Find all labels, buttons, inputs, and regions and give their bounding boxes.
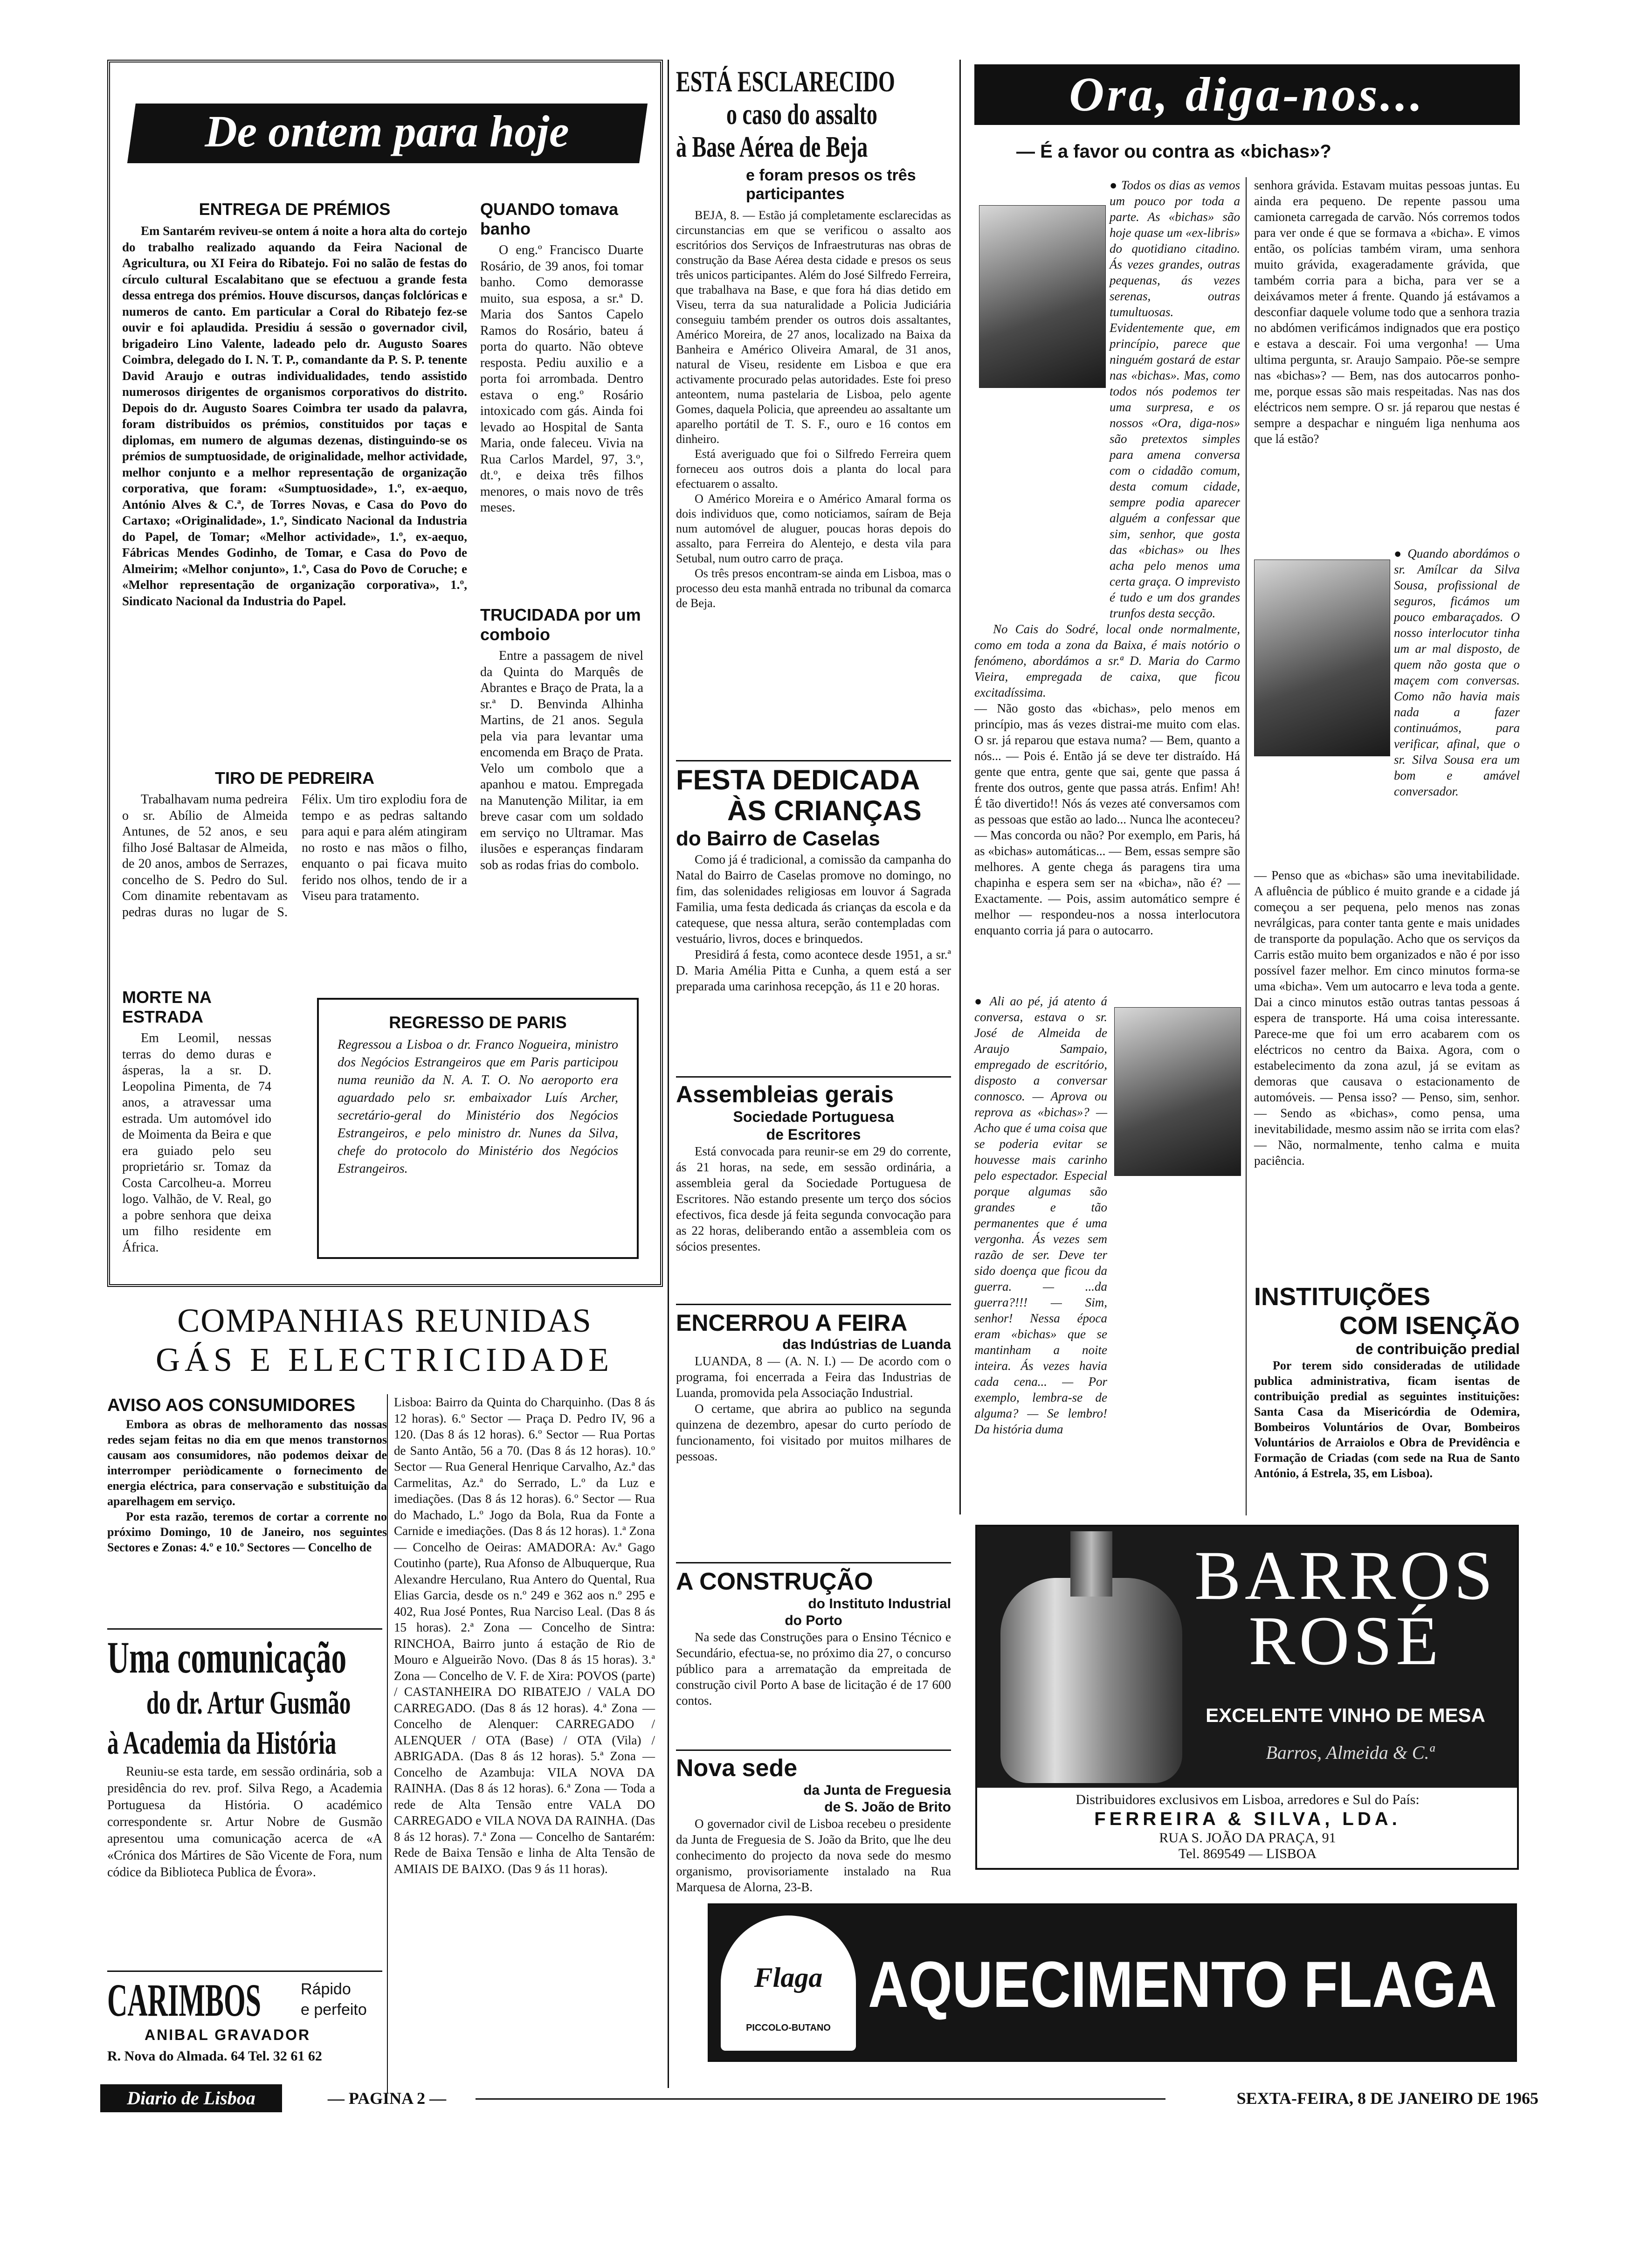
festa-title-1: FESTA DEDICADA xyxy=(676,764,920,795)
ora-title: Ora, diga-nos... xyxy=(1069,68,1425,121)
instituicoes-subtitle: de contribuição predial xyxy=(1355,1341,1520,1357)
barros-title-2: ROSÉ xyxy=(1248,1602,1442,1680)
beja-body-4: Os três presos encontram-se ainda em Lisboa, mas o processo deu esta manhã entrada no tribunal da comarca de Beja. xyxy=(676,567,951,610)
festa-body-1: Como já é tradicional, a comissão da campanha do Natal do Bairro de Caselas promove no domingo, no fim, das solenidades religiosas em louvor á Sagrada Familia, uma festa dedicada ás crianças da escola e da catequese, que nessa altura, serão contempladas com vestuário, livros, doces e brinquedos. xyxy=(676,852,951,946)
carimbos-address: R. Nova do Almada. 64 Tel. 32 61 62 xyxy=(107,2048,322,2064)
barros-ad xyxy=(975,1525,1519,1870)
tiro-section xyxy=(122,765,467,923)
beja-body-1: BEJA, 8. — Estão já completamente esclarecidas as circunstancias em que se verificou o assalto aos escritórios dos Serviços de Infraestruturas nas obras de construção da Base Aérea desta cidade e presos os seus três unicos participantes. Além do José Silfredo Ferreira, que trabalhava na Base, e que fora há dias detido em Viseu, terra da sua naturalidade a Policia Judiciária conseguiu também prender os outros dois assaltantes, Américo Moreira, de 27 anos, localizado na Baixa da Banheira e Américo Oliveira Amaral, de 31 anos, natural de Viseu, residente em Lisboa e que era activamente procurado pelas autoridades. Este foi preso anteontem, numa pastelaria de Lisboa, pelo agente Gomes, daquela Policia, que apreendeu ao assaltante um aparelho portátil de T. S. F., ouro e 16 contos em dinheiro. xyxy=(676,208,951,446)
festa-body-2: Presidirá á festa, como acontece desde 1951, a sr.ª D. Maria Amélia Pitta e Cunha, a quem está a ser preparada uma carinhosa recepção, ás 11 e 20 horas. xyxy=(676,947,951,993)
companhias-section xyxy=(107,1301,662,1379)
quando-heading: QUANDO tomava banho xyxy=(480,200,619,238)
companhias-body-2: Por esta razão, teremos de cortar a corrente no próximo Domingo, 10 de Janeiro, nos seguintes Sectores e Zonas: 4.º e 10.º Sectores — Concelho de xyxy=(107,1510,387,1554)
ora-inner-rule xyxy=(1246,177,1247,1515)
flaga-logo: Flaga xyxy=(754,1962,823,1993)
trucidada-heading: TRUCIDADA por um comboio xyxy=(480,605,641,644)
ora-col2-sousa-text: ● Quando abordámos o sr. Amílcar da Silva Sousa, profissional de seguros, ficámos um pouco embaraçados. O nosso interlocutor tinha um ar mal disposto, de quem não gosta que o maçem com conversas. Como não havia mais nada a fazer continuámos, para verificar, afinal, que o sr. Silva Sousa era um bom e amável conversador. xyxy=(1394,546,1520,798)
feira-rule xyxy=(676,1562,951,1563)
companhias-rule xyxy=(387,1394,388,2094)
photo-man-sampaio xyxy=(1114,1007,1241,1176)
carimbos-ad xyxy=(107,1974,387,2075)
instituicoes-title-2: COM ISENÇÃO xyxy=(1339,1312,1520,1340)
assembleias-subtitle-2: de Escritores xyxy=(766,1126,861,1143)
barros-signature: Barros, Almeida & C.ª xyxy=(1266,1742,1434,1763)
festa-rule xyxy=(676,1076,951,1078)
ora-col1-sampaio xyxy=(974,993,1107,1437)
feira-body-2: O certame, que abrira ao publico na segunda quinzena de dezembro, apesar do curto período de funcionamento, foi visitado por muitos milhares de pessoas. xyxy=(676,1402,951,1463)
barros-bottle xyxy=(1000,1578,1182,1783)
photo-priest-sousa xyxy=(1254,560,1390,756)
barros-company: FERREIRA & SILVA, LDA. xyxy=(1094,1809,1401,1829)
carimbos-name: ANIBAL GRAVADOR xyxy=(145,2026,311,2043)
ora-col2-end xyxy=(1254,867,1520,1169)
ora-col1-cais: No Cais do Sodré, local onde normalmente, como em toda a zona da Baixa, é mais notório o fenómeno, abordámos a sr.ª D. Maria do Carmo Vieira, empregada de caixa, que ficou excitadíssima. xyxy=(974,622,1240,699)
ora-col2-text: senhora grávida. Estavam muitas pessoas juntas. Eu ainda era pequeno. De repente passou uma camioneta carregada de carvão. Nós corremos todos para ver onde é que se formava a «bicha». E vimos então, os polícias também viram, uma senhora muito grávida, exageradamente grávida, que também corria para a bicha, para ver se a deixávamos meter á frente. Quando já estávamos a desconfiar daquele volume todo que a senhora trazia no abdómen verificámos indignados que era postiço e estava a descair. Foi uma vergonha! — Uma ultima pergunta, sr. Araujo Sampaio. Põe-se sempre nas «bichas»? — Bem, nas dos autocarros ponho-me, porque essas são mais respeitadas. Nas nas dos eléctricos nem sempre. O sr. já reparou que nestas é sempre a despachar e ninguém liga nenhuma aos que lá estão? xyxy=(1254,178,1520,446)
tiro-heading: TIRO DE PEDREIRA xyxy=(214,768,375,788)
beja-title-3: à Base Aérea de Beja xyxy=(676,130,868,163)
construcao-title: A CONSTRUÇÃO xyxy=(676,1568,873,1595)
companhias-left xyxy=(107,1394,387,1555)
morte-body: Em Leomil, nessas terras do demo duras e ásperas, la a sr. D. Leopolina Pimenta, de 74 anos, a atravessar uma estrada. Um automóvel ido de Moimenta da Beira e que era guiado pelo seu proprietário sr. Tomaz da Costa Carcolheu-a. Morreu logo. Valhão, de V. Real, go a pobre senhora que deixa um filho residente em África. xyxy=(122,1031,271,1255)
festa-title-2: ÀS CRIANÇAS xyxy=(727,795,922,826)
companhias-body-3: Lisboa: Bairro da Quinta do Charquinho. (Das 8 ás 12 horas). 6.º Sector — Praça D. Pedro IV, 96 a 120. (Das 8 ás 12 horas). 6.º Sector — Rua Portas de Santo Antão, 56 a 70. (Das 8 ás 12 horas). 10.º Sector — Rua General Henrique Carvalho, Az.ª das Carmelitas, Az.ª do Serrado, L.º da Luz e imediações. (Das 8 ás 12 horas). 6.º Sector — Rua do Machado, L.º Jogo da Bola, Rua da Fonte a Carnide e imediações. (Das 8 ás 12 horas). 1.ª Zona — Concelho de Oeiras: AMADORA: Av.ª Gago Coutinho (parte), Rua Afonso de Albuquerque, Rua Alexandre Herculano, Rua Antero do Quental, Rua Elias Garcia, desde os n.º 249 e 362 aos n.º 295 e 402, Rua José Pontes, Rua Narciso Leal. (Das 8 ás 15 horas). 2.ª Zona — Concelho de Sintra: RINCHOA, Bairro junto á estação de Rio de Mouro e Algueirão Novo. (Das 8 ás 15 horas). 3.ª Zona — Concelho de V. F. de Xira: POVOS (parte) / CASTANHEIRA DO RIBATEJO / VALA DO CARREGADO. (Das 8 ás 12 horas). 4.ª Zona — Concelho de Alenquer: CARREGADO / ALENQUER / OTA (Base) / OTA (Vila) / ABRIGADA. (Das 8 ás 12 horas). 5.ª Zona — Concelho de Azambuja: VILA NOVA DA RAINHA. (Das 8 ás 12 horas). 6.ª Zona — Toda a rede de Alta Tensão entre VALA DO CARREGADO e VILA NOVA DA RAINHA. (Das 8 ás 12 horas). 7.ª Zona — Concelho de Santarém: Rede de Baixa Tensão e linha de Alta Tensão de AMIAIS DE BAIXO. (Das 9 ás 11 horas). xyxy=(394,1395,655,1876)
flaga-text: AQUECIMENTO FLAGA xyxy=(868,1948,1497,2021)
flaga-ad xyxy=(708,1903,1517,2062)
comunicacao-section xyxy=(107,1632,382,1884)
instituicoes-body: Por terem sido consideradas de utilidade publica administrativa, ficam isentas de contribuição predial as seguintes instituições: Santa Casa da Misericórdia de Odemira, Bombeiros Voluntários de Ovar, Bombeiros Voluntários de Arraiolos e Obra de Previdência e Formação de Criadas (com sede na Rua de Santo António, á Estrela, 35, em Lisboa). xyxy=(1254,1359,1520,1480)
barros-bottle-neck xyxy=(1070,1531,1112,1597)
morte-section xyxy=(122,984,271,1258)
trucidada-body: Entre a passagem de nivel da Quinta do Marquês de Abrantes e Braço de Prata, la a sr.ª D. Benvinda Alhinha Martins, de 21 anos. Segula pela via para levantar uma encomenda em Braço de Prata. Velo um combolo que a apanhou e matou. Empregada na Manutenção Militar, ia em breve casar com um soldado em serviço no Ultramar. Mas ilusões e esperanças findaram sob as rodas frias do combolo. xyxy=(480,649,643,872)
companhias-aviso: AVISO AOS CONSUMIDORES xyxy=(107,1396,356,1415)
ora-col2-end-text: — Penso que as «bichas» são uma inevitabilidade. A afluência de público é muito grande e a cidade já começou a ser pequena, pelo menos nas zonas nevrálgicas, para conter tanta gente e mais unidades de transporte da população. Acho que os serviços da Carris estão muito bem organizados e não é por isso possível fazer melhor. Em cinco minutos forma-se uma «bicha». Vem um autocarro e leva toda a gente. Dai a cinco minutos estão outras tantas pessoas á espera de transporte. Há uma coisa interessante. Parece-me que foi um erro acabarem com os eléctricos no centro da Baixa. Agora, com o estabelecimento da zona azul, já se evitam as demoras que causava o estacionamento de automóveis. — Pensa isso? — Penso, sim, senhor. — Sendo as «bichas», como pensa, uma inevitabilidade, mesmo assim não se irrita com elas? — Não, normalmente, tenho calma e muita paciência. xyxy=(1254,868,1520,1168)
footer-rule xyxy=(476,2098,1165,2100)
tiro-body: Trabalhavam numa pedreira o sr. Abílio de Almeida Antunes, de 52 anos, e seu filho José Baltasar de Almeida, de 20 anos, ambos de Serrazes, concelho de S. Pedro do Sul. Com dinamite rebentavam as pedras duras no lugar de S. Félix. Um tiro explodiu fora de tempo e as pedras saltando para aqui e para além atingiram no rosto e nas mãos o filho, enquanto o pai ficava muito ferido nos olhos, tendo de ir a Viseu para tratamento. xyxy=(122,792,467,920)
beja-body-3: O Américo Moreira e o Américo Amaral forma os dois individuos que, como noticiamos, saíram de Beja num automóvel de aluguer, poucas horas depois do assalto, para Ferreira do Alentejo, e desta vila para Setubal, num outro carro de praça. xyxy=(676,492,951,565)
companhias-title-2: GÁS E ELECTRICIDADE xyxy=(156,1341,614,1378)
construcao-section xyxy=(676,1568,951,1711)
barros-tagline: EXCELENTE VINHO DE MESA xyxy=(1206,1704,1485,1726)
festa-title-3: do Bairro de Caselas xyxy=(676,827,880,850)
ora-col2 xyxy=(1254,177,1520,447)
ora-col1-dialogue: — Não gosto das «bichas», pelo menos em princípio, mas ás vezes distrai-me muito com elas. O sr. já reparou que estava numa? — Bem, quanto a nós... — Pois é. Então já se deve ter distraído. Há gente que entra, gente que sai, gente que passa á frente dos outros, gente que passa atrás. Enfim! Ah! É tão divertido!! Nós ás vezes até conversamos com as pessoas que estão ao lado... Nunca lhe aconteceu? — Mas concorda ou não? Por exemplo, em Paris, há as «bichas» automáticas... — Bem, essas sempre são melhores. A gente chega ás paragens tira uma chapinha e espera sem ser na «bicha», não é? — Exactamente. — Pois, assim automático sempre é melhor — respondeu-nos a nossa interlocutora enquanto corria já para o autocarro. xyxy=(974,701,1240,937)
quando-body: O eng.º Francisco Duarte Rosário, de 39 anos, foi tomar banho. Como demorasse muito, sua esposa, a sr.ª D. Maria dos Santos Capelo Ramos do Rosário, bateu á porta do quarto. Não obteve resposta. Pediu auxilio e a porta foi arrombada. Dentro estava o eng.º Rosário intoxicado com gás. Ainda foi levado ao Hospital de Santa Maria, onde faleceu. Vivia na Rua Carlos Mardel, 97, 3.º, dt.º, e deixa três filhos menores, o mais novo de três meses. xyxy=(480,243,643,515)
assembleias-section xyxy=(676,1081,951,1257)
construcao-rule xyxy=(676,1749,951,1751)
regresso-box xyxy=(317,998,639,1259)
assembleias-body: Está convocada para reunir-se em 29 do corrente, ás 21 horas, na sede, em sessão ordinária, a assembleia geral da Sociedade Portuguesa de Escritores. Não estando presente um terço dos sócios efectivos, fica desde já feita segunda convocação para as 22 horas, deliberando então a assembleia com os sócios presentes. xyxy=(676,1144,951,1253)
comunicacao-body: Reuniu-se esta tarde, em sessão ordinária, sob a presidência do rev. prof. Silva Rego, a Academia Portuguesa da História. O académico correspondente sr. Artur Nobre de Gusmão apresentou uma comunicação acerca de «A «Crónica dos Mártires de São Vicente de Fora, num códice da Biblioteca Publica de Évora». xyxy=(107,1764,382,1880)
comunicacao-title-2: do dr. Artur Gusmão xyxy=(146,1685,351,1721)
beja-title-2: o caso do assalto xyxy=(726,97,877,131)
companhias-body-1: Embora as obras de melhoramento das nossas redes sejam feitas no dia em que menos transtornos causam aos consumidores, não podemos deixar de interromper periòdicamente o fornecimento de energia eléctrica, para conservação e substituição da aparelhagem em serviço. xyxy=(107,1418,387,1508)
footer-page: — PAGINA 2 — xyxy=(327,2089,447,2108)
ora-col2-sousa xyxy=(1394,546,1520,799)
feira-body-1: LUANDA, 8 — (A. N. I.) — De acordo com o programa, foi encerrada a Feira das Industrias de Luanda, promovida pela Associação Industrial. xyxy=(676,1354,951,1400)
carimbos-title: CARIMBOS xyxy=(107,1974,262,2026)
footer-paper: Diario de Lisboa xyxy=(127,2088,255,2109)
instituicoes-title-1: INSTITUIÇÕES xyxy=(1254,1283,1431,1311)
regresso-heading: REGRESSO DE PARIS xyxy=(389,1013,567,1032)
barros-address: RUA S. JOÃO DA PRAÇA, 91 xyxy=(1159,1830,1336,1846)
festa-section xyxy=(676,765,951,994)
footer-date: SEXTA-FEIRA, 8 DE JANEIRO DE 1965 xyxy=(1236,2089,1538,2108)
instituicoes-section xyxy=(1254,1282,1520,1484)
nova-sede-body: O governador civil de Lisboa recebeu o presidente da Junta de Freguesia de S. João da Brito, que lhe deu conhecimento do projecto da nova sede do mesmo organismo, provisoriamente instalado na Rua Marquesa de Alorna, 23-B. xyxy=(676,1817,951,1894)
companhias-title-1: COMPANHIAS REUNIDAS xyxy=(177,1302,592,1339)
comunicacao-title-1: Uma comunicação xyxy=(107,1632,347,1682)
feira-subtitle: das Indústrias de Luanda xyxy=(782,1337,951,1352)
comunicacao-top-rule xyxy=(107,1628,382,1630)
entrega-body: Em Santarém reviveu-se ontem á noite a hora alta do cortejo do trabalho realizado aquando da Feira Nacional de Agricultura, ou XI Feira do Ribatejo. Foi no salão de festas do círculo cultural Escalabitano que se efectuou a grande festa dessa entrega dos prémios. Houve discursos, danças folclóricas e numeros de canto. Em particular a Coral do Ribatejo fez-se ouvir e foi aplaudida. Presidiu á sessão o governador civil, brigadeiro Lino Valente, ladeado pelo dr. Augusto Soares Coimbra, delegado do I. N. T. P., comandante da P. S. P. tenente David Araujo e outras individualidades, tendo assistido numerosos dirigentes de organismos corporativos do distrito. Depois do dr. Augusto Soares Coimbra ter usado da palavra, foram distribuidos os prémios, constituidos por taças e diplomas, em numero de algumas dezenas, distinguindo-se os prémios de sumptuosidade, de originalidade, melhor actividade, melhor conjunto e a melhor representação de organização corporativa, que foram: «Sumptuosidade», 1.º, ex-aequo, António Alves & C.ª, de Torres Novas, e Casa do Povo do Cartaxo; «Originalidade», 1.º, Sindicato Nacional da Industria do Papel, de Tomar; «Melhor actividade», 1.º, ex-aequo, Fábricas Mendes Godinho, de Tomar, e Casa do Povo de Almeirim; «Melhor conjunto», 1.º, Casa do Povo de Coruche; e «Melhor representação de organização corporativa», 1.º, Sindicato Nacional da Industria do Papel. xyxy=(122,224,467,608)
beja-rule xyxy=(676,760,951,761)
entrega-heading: ENTREGA DE PRÉMIOS xyxy=(199,200,391,219)
ora-col1-sampaio-text: ● Ali ao pé, já atento á conversa, estava o sr. José de Almeida de Araujo Sampaio, empregado de escritório, disposto a conversar connosco. — Aprova ou reprova as «bichas»? — Acho que é uma coisa que se poderia evitar se houvesse mais carinho pelo espectador. Especial porque algumas são grandes e tão permanentes que é uma vergonha. Ás vezes sem razão de ser. Deve ter sido doença que ficou da guerra. — ...da guerra?!!! — Sim, senhor! Nessa época eram «bichas» que se mantinham a noite inteira. Ás vezes havia cada cena... — Por exemplo, lembra-se de alguma? — Se lembro! Da história duma xyxy=(974,994,1107,1436)
construcao-subtitle-1: do Instituto Industrial xyxy=(808,1596,951,1611)
column-rule-1 xyxy=(668,60,669,2088)
regresso-body: Regressou a Lisboa o dr. Franco Nogueira, ministro dos Negócios Estrangeiros que em Paris participou numa reunião da N. A. T. O. No aeroporto era aguardado pelo sr. embaixador Luís Archer, secretário-geral do Ministério dos Negócios Estrangeiros, e pelo ministro dr. Nunes da Silva, chefe do protocolo do Ministério dos Negócios Estrangeiros. xyxy=(338,1037,618,1176)
nova-sede-title: Nova sede xyxy=(676,1755,798,1782)
beja-title-1: ESTÁ ESCLARECIDO xyxy=(676,65,895,98)
feira-section xyxy=(676,1309,951,1464)
beja-subtitle: e foram presos os três participantes xyxy=(746,166,916,203)
column-rule-2 xyxy=(959,60,961,1514)
construcao-body: Na sede das Construções para o Ensino Técnico e Secundário, efectua-se, no próximo dia 27, o concurso público para a arrematação da empreitada de construção civil Porto A base de licitação é de 17 600 contos. xyxy=(676,1630,951,1708)
beja-body-2: Está averiguado que foi o Silfredo Ferreira quem forneceu aos outros dois a planta do local para efectuarem o assalto. xyxy=(676,447,951,491)
de-ontem-title: De ontem para hoje xyxy=(205,106,569,156)
morte-heading: MORTE NA ESTRADA xyxy=(122,988,211,1026)
companhias-right xyxy=(394,1394,655,1880)
flaga-logo-sub: PICCOLO-BUTANO xyxy=(746,2023,831,2033)
comunicacao-title-3: à Academia da História xyxy=(107,1725,337,1761)
ora-col1 xyxy=(974,177,1240,938)
beja-section xyxy=(676,65,951,611)
feira-title: ENCERROU A FEIRA xyxy=(676,1310,908,1336)
barros-tel: Tel. 869549 — LISBOA xyxy=(1178,1846,1317,1861)
construcao-subtitle-2: do Porto xyxy=(785,1613,842,1628)
quando-section xyxy=(480,196,643,519)
barros-dist: Distribuidores exclusivos em Lisboa, arredores e Sul do País: xyxy=(1076,1792,1420,1807)
carimbos-rule xyxy=(107,1971,382,1972)
carimbos-tag-1: Rápido xyxy=(301,1980,351,1998)
carimbos-tag-2: e perfeito xyxy=(301,2001,367,2019)
entrega-section xyxy=(122,196,467,612)
nova-sede-subtitle-1: da Junta de Freguesia xyxy=(803,1783,951,1798)
nova-sede-section xyxy=(676,1754,951,1898)
assembleias-subtitle-1: Sociedade Portuguesa xyxy=(733,1108,894,1125)
assembleias-rule xyxy=(676,1304,951,1305)
ora-col1-intro: ● Todos os dias as vemos um pouco por toda a parte. As «bichas» são hoje quase um «ex-libris» do quotidiano citadino. Ás vezes grandes, outras pequenas, ás vezes serenas, outras tumultuosas. Evidentemente que, em princípio, parece que ninguém gostará de estar nas «bichas». Mas, como todos nós podemos ter uma surpresa, e os nossos «Ora, diga-nos» são pretextos simples para amena conversa com o cidadão comum, desta comum cidade, sempre podia aparecer alguém a confessar que sim, senhor, que gosta das «bichas» ou lhes acha pelo menos uma certa graça. O imprevisto é tudo e um dos grandes trunfos desta secção. xyxy=(1110,178,1240,620)
trucidada-section xyxy=(480,602,643,876)
assembleias-title: Assembleias gerais xyxy=(676,1081,894,1107)
barros-title-1: BARROS xyxy=(1194,1537,1497,1614)
ora-subtitle: — É a favor ou contra as «bichas»? xyxy=(1016,141,1331,162)
nova-sede-subtitle-2: de S. João de Brito xyxy=(824,1799,951,1815)
